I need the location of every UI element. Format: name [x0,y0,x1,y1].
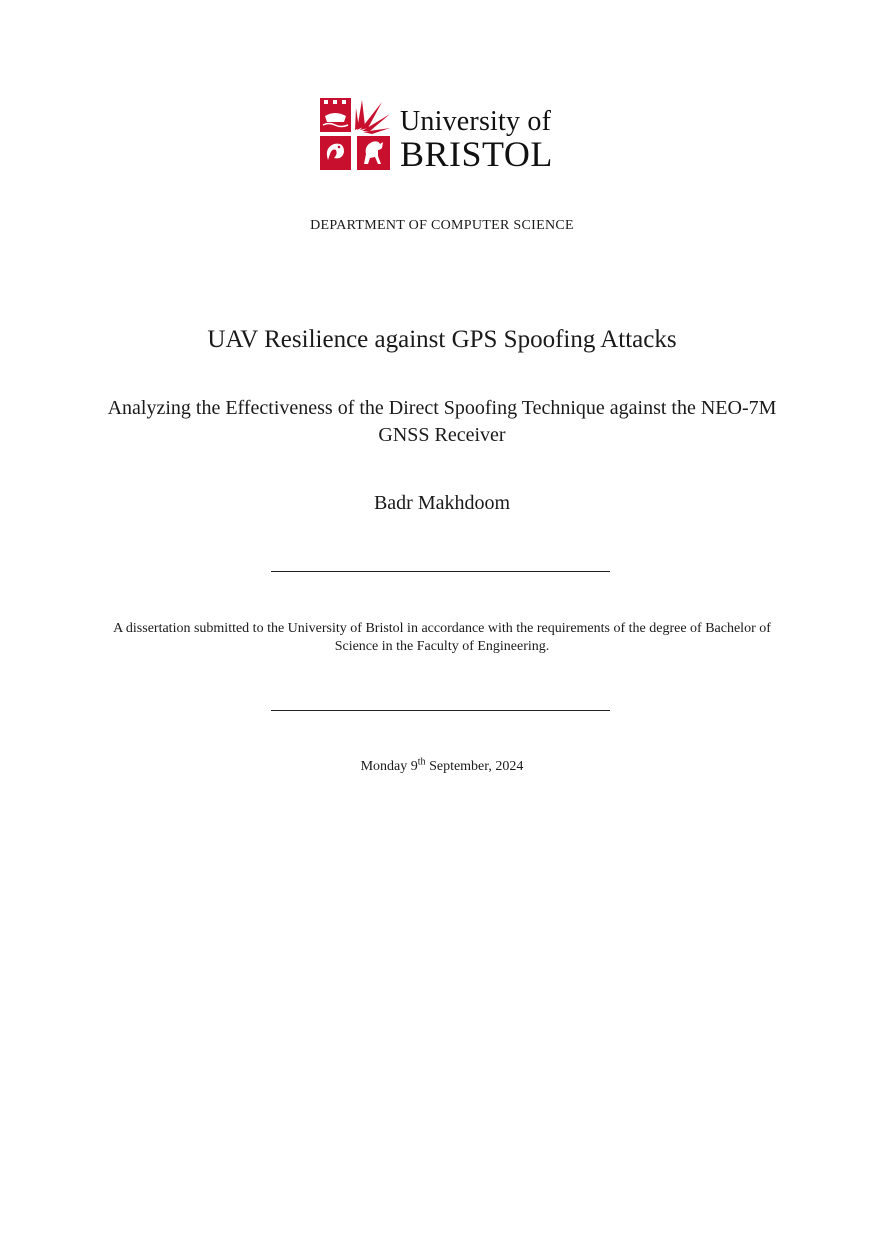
divider-top [271,571,610,572]
submission-date [0,756,884,775]
subtitle: Analyzing the Effectiveness of the Direct Spoofing Technique against the NEO-7M GNSS Receiver [107,397,777,446]
dissertation-statement: A dissertation submitted to the University of Bristol in accordance with the requirements of the degree of Bachelor of Science in the Faculty of Engineering. [113,621,771,654]
logo-line-2: BRISTOL [400,134,553,174]
page-title: UAV Resilience against GPS Spoofing Attacks [207,326,677,353]
divider-bottom [271,710,610,711]
date-weekday: Monday [360,759,408,774]
bristol-crest-icon [320,98,390,170]
date-day: 9th [410,756,426,774]
department-name: DEPARTMENT OF COMPUTER SCIENCE [310,218,574,233]
logo-wordmark [400,98,553,174]
date-day-suffix: th [417,756,426,768]
date-month-year: September, 2024 [429,759,524,774]
logo-line-1: University of [400,106,552,137]
author-name: Badr Makhdoom [373,492,511,514]
university-logo [320,98,570,172]
